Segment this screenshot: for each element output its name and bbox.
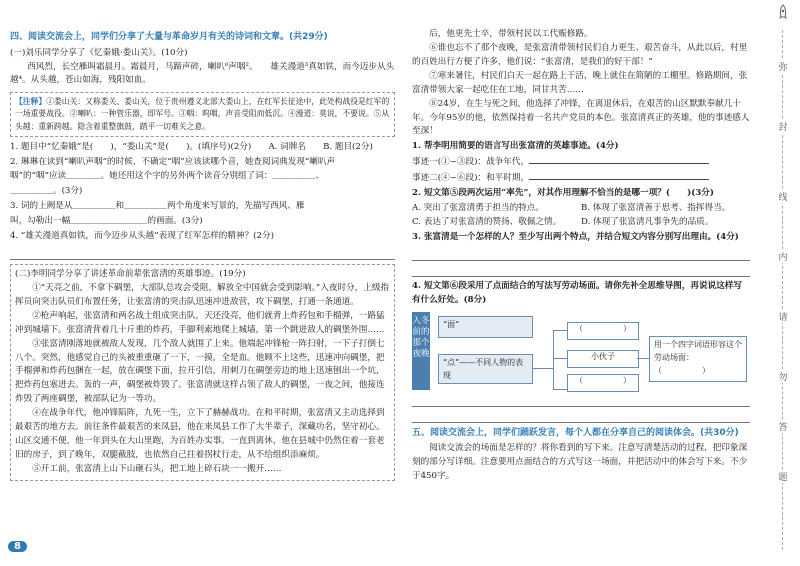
question-1: 1. 题目中“忆秦娥”是( )，“娄山关”是( )。(填序号)(2分) A. 词牌名 B. 题目(2分) xyxy=(10,141,373,152)
r-q3-line2[interactable] xyxy=(412,264,750,277)
article-para-5: ⑤开工前，张富清上山下山砸石头，把工地上碎石块一一搬开…… xyxy=(32,463,282,474)
r-q2-options xyxy=(412,202,750,230)
margin-char: 请 xyxy=(776,310,790,323)
section5-title: 五、阅读交流会上，同学们踊跃发言，每个人都在分享自己的阅读体会。(共30分) xyxy=(412,427,739,438)
r-q4-line2[interactable] xyxy=(412,410,750,423)
margin-char: 弥 xyxy=(776,60,790,73)
r-q4-line1[interactable] xyxy=(412,394,750,407)
option-b[interactable]: B. 体现了张富清善于思考、指挥得当。 xyxy=(581,203,731,214)
section5-instructions: 阅读交流会的场面是怎样的？将你看到的写下来。注意写清楚活动的过程，把印象深刻的部分写详细。注意要用点面结合的方式写这一场面，并把活动中的体会写下来。不少于450字。 xyxy=(412,443,748,482)
r-question-4: 4. 短文第⑥段采用了点面结合的写法写劳动场面。请你先补全思维导图，再说说这样写有什么好处。(8分) xyxy=(412,280,742,305)
connector xyxy=(553,358,567,359)
mind-map-mid-center: 小伙子 xyxy=(567,350,639,368)
r-q1-event1[interactable]: 事迹一(①~③段)：战争年代， xyxy=(412,155,750,170)
connector xyxy=(637,358,649,359)
margin-char: 勿 xyxy=(776,370,790,383)
right-para-2: ⑥谁也忘不了那个夜晚，是张富清带领村民们自力更生、艰苦奋斗，从此以后，村里的百姓出行方便了许多，他们说：“张富清，是我们的好干部！” xyxy=(412,42,748,67)
left-column xyxy=(10,28,395,485)
right-para-4: ⑧24岁，在生与死之间，他选择了冲锋，在离退休后，在艰苦的山区默默奉献几十年。今年95岁的他，依然保持着一名共产党员的本色。张富清真正的英雄，他的事迹感人至深！ xyxy=(412,98,750,137)
mind-map-face-box[interactable]: “面” xyxy=(438,316,533,338)
article-para-4: ④在战争年代，他冲锋陷阵，九死一生，立下了赫赫战功。在和平时期，张富清又主动选择到最艰苦的地方去。前往条件最艰苦的来凤县，他在来凤县工作了大半辈子，深藏功名，坚守初心。山区交通不便，他一年到头在大山里跑，为百姓办实事。一直到离休，他在县城中仍然住着一套老旧的房子，到了晚年，双腿截肢，也依然自己拄着拐杖行走，从不给组织添麻烦。 xyxy=(15,408,385,461)
margin-char: 封 xyxy=(776,120,790,133)
poem-text: 西风烈，长空雁叫霜晨月。霜晨月，马蹄声碎，喇叭⁰声咽²。 雄关漫道³真如铁，而今迈步从头越⁴。从头越，苍山如海，残阳如血。 xyxy=(10,61,395,86)
connector xyxy=(553,330,567,331)
question-3-line1[interactable]: 3. 词的上阙是从＿＿＿＿＿和＿＿＿＿＿两个角度来写景的，先描写西风、雁 xyxy=(10,201,305,212)
question-4: 4. “雄关漫道真如铁，而今迈步从头越”表现了红军怎样的精神？(2分) xyxy=(10,231,274,242)
connector xyxy=(553,330,554,390)
option-a[interactable]: A. 突出了张富清勇于担当的特点。 xyxy=(412,203,544,214)
mind-map-summary-box[interactable]: 用一个四字词语形容这个劳动场面： （ ） xyxy=(649,336,747,382)
notes-text: ①娄山关：又称娄关、娄山关，位于贵州遵义北部大娄山上，在红军长征途中，此处构战役是红军的一场重要战役。②喇叭：一种管乐器，即军号。③咽：呜咽，声音受阻而低沉。④漫道：莫说，不要说。⑤从头越：重新跨越。隐含着重整旗鼓，踏平一切难关之意。 xyxy=(15,97,390,131)
option-d[interactable]: D. 体现了张富清凡事争先的品质。 xyxy=(581,216,714,227)
margin-char: 线 xyxy=(776,190,790,203)
part2-intro: (二)李明同学分享了讲述革命前辈张富清的英雄事迹。(19分) xyxy=(15,269,246,280)
right-column xyxy=(412,28,750,484)
mind-map-mid-bottom[interactable]: （ ） xyxy=(567,374,639,392)
article-para-1: ①“天亮之前，不拿下碉堡，大部队总攻会受阻，解放全中国就会受到影响。”入夜时分，上级指挥员向突击队员们布置任务，让张富清的突击队迅速冲进敌营，攻下碉堡，打通一条通道。 xyxy=(15,282,390,307)
mind-map-point-box: “点”——不同人物的表现 xyxy=(438,354,533,384)
answer-line[interactable] xyxy=(10,247,395,260)
right-para-3: ⑦寒来暑往，村民们白天一起在路上干活，晚上就住在简陋的工棚里。修路期间，张富清带领大家一起吃住在工地，同甘共苦…… xyxy=(412,70,748,95)
question-2-line1: 2. 琳琳在读到“喇叭声咽”的时候，不确定“咽”应该读哪个音，她查阅词典发现“喇叭声 xyxy=(10,156,336,167)
r-question-3: 3. 张富清是一个怎样的人？至少写出两个特点，并结合短文内容分别写出理由。(4分) xyxy=(412,231,739,242)
part2-box xyxy=(10,264,395,481)
r-question-1: 1. 帮李明用简要的语言写出张富清的英雄事迹。(4分) xyxy=(412,141,619,152)
part1-intro: (一)刘乐同学分享了《忆秦娥·娄山关》。(10分) xyxy=(10,47,188,58)
mind-map xyxy=(412,312,750,390)
connector xyxy=(533,368,553,369)
notes-tag: 【注释】 xyxy=(15,97,47,107)
connector xyxy=(553,389,567,390)
question-3-line2[interactable]: 叫，勾勒出一幅＿＿＿＿＿＿＿＿＿的画面。(3分) xyxy=(10,216,203,227)
r-q3-line1[interactable] xyxy=(412,248,750,261)
question-2-line3[interactable]: ＿＿＿＿＿。(3分) xyxy=(10,186,83,197)
mind-map-vertical-label: 入冬前的那个夜晚 xyxy=(412,312,430,390)
r-q1-event2[interactable]: 事迹二(④~⑥段)：和平时期， xyxy=(412,171,750,186)
r-question-2: 2. 短文第⑤段两次运用“率先”，对其作用理解不恰当的是哪一项？( )(3分) xyxy=(412,188,714,199)
notes-box xyxy=(10,92,395,136)
margin-char: 内 xyxy=(776,250,790,263)
article-para-3: ③张富清刚落地就被敌人发现，几个敌人就围了上来。他端起冲锋枪一阵扫射，一下子打倒七八个。突然，他感觉自己的头被重重砸了一下，一摸，全是血。他顾不上这些，迅速冲向碉堡，把手榴弹和炸药包捆在一起，放在碉堡下面，拉开引信，用刺刀在碉堡旁边的地上迅速刨出一个坑，把炸药包塞进去。轰的一声，碉堡被炸毁了。张富清就这样占领了敌人的碉堡，一夜之间，他接连炸毁了两座碉堡，被部队记为一等功。 xyxy=(15,338,385,405)
margin-char: 答 xyxy=(776,420,790,433)
margin-char: 题 xyxy=(776,470,790,483)
page-number: 8 xyxy=(8,541,27,552)
rocket-icon xyxy=(776,4,790,22)
mind-map-mid-top[interactable]: （ ） xyxy=(567,322,639,340)
right-para-1: 后，他更先士卒，带领村民以工代赈修路。 xyxy=(429,29,593,39)
option-c[interactable]: C. 表达了对张富清的赞扬、敬佩之情。 xyxy=(412,216,562,227)
question-2-line2[interactable]: 咽”的“咽”应读＿＿＿＿。她还用这个字的另外两个读音分别组了词：＿＿＿＿＿、 xyxy=(10,171,324,182)
binding-margin xyxy=(752,0,800,566)
article-para-2: ②枪声响起，张富清和两名战士组成突击队，天还没亮，他们就背上炸药包和手榴弹，一路猛冲到城墙下。张富清背着几十斤重的炸药，手脚利索地爬上城墙，第一个跳进敌人的碉堡外围…… xyxy=(15,310,385,335)
section4-title: 四、阅读交流会上，同学们分享了大量与革命岁月有关的诗词和文章。(共29分) xyxy=(10,32,328,42)
